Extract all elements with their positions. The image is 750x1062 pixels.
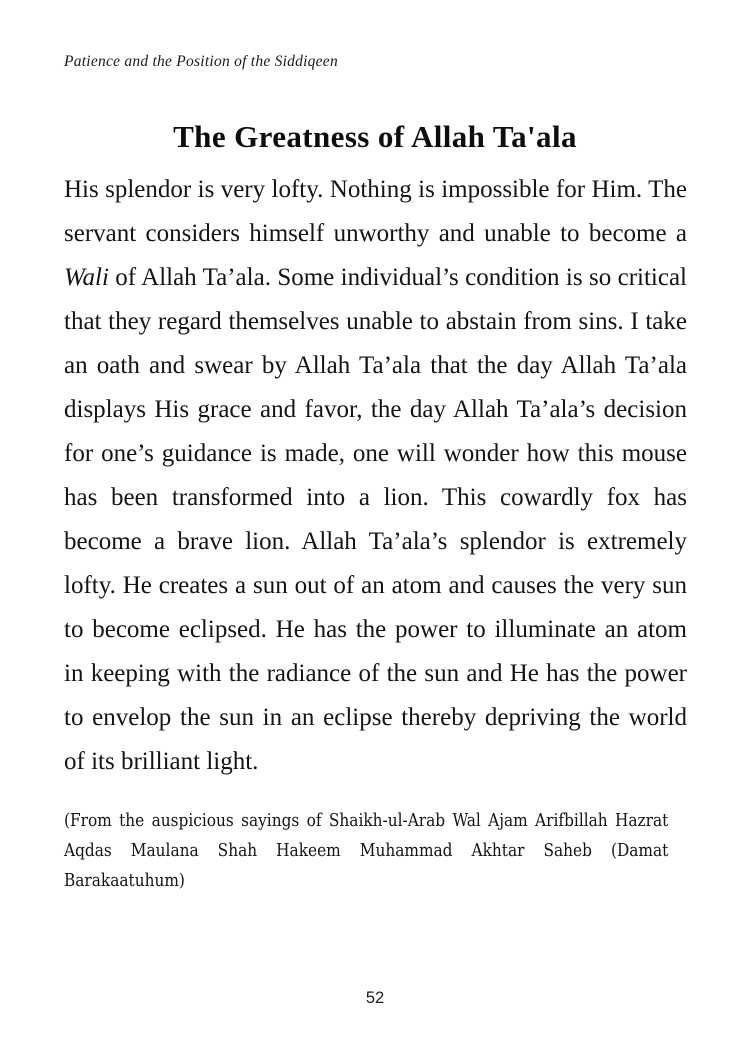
body-text-segment-2: of Allah Ta’ala. Some individual’s condition is so critical that they regard themselves unable to abstain from sins. I take an oath and swear by Allah Ta’ala that the day Allah Ta’ala displays His grace and favor, the day Allah Ta’ala’s decision for one’s guidance is made, one will wonder how this mouse has been transformed into a lion. This cowardly fox has become a brave lion. Allah Ta’ala’s splendor is extremely lofty. He creates a sun out of an atom and causes the very sun to become eclipsed. He has the power to illuminate an atom in keeping with the radiance of the sun and He has the power to envelop the sun in an eclipse thereby depriving the world of its brilliant light. <box>64 264 687 775</box>
body-text-block <box>64 168 687 784</box>
attribution-block <box>64 806 668 896</box>
body-paragraph <box>64 168 687 784</box>
running-header: Patience and the Position of the Siddiqeen <box>64 53 338 70</box>
page-title: The Greatness of Allah Ta'ala <box>173 118 577 154</box>
body-text-segment-1: His splendor is very lofty. Nothing is impossible for Him. The servant considers himself unworthy and unable to become a <box>64 176 687 247</box>
attribution-text: (From the auspicious sayings of Shaikh-ul-Arab Wal Ajam Arifbillah Hazrat Aqdas Maulana Shah Hakeem Muhammad Akhtar Saheb (Damat Barakaatuhum) <box>64 811 669 891</box>
italic-term-wali: Wali <box>64 264 109 291</box>
page-number: 52 <box>365 989 385 1007</box>
